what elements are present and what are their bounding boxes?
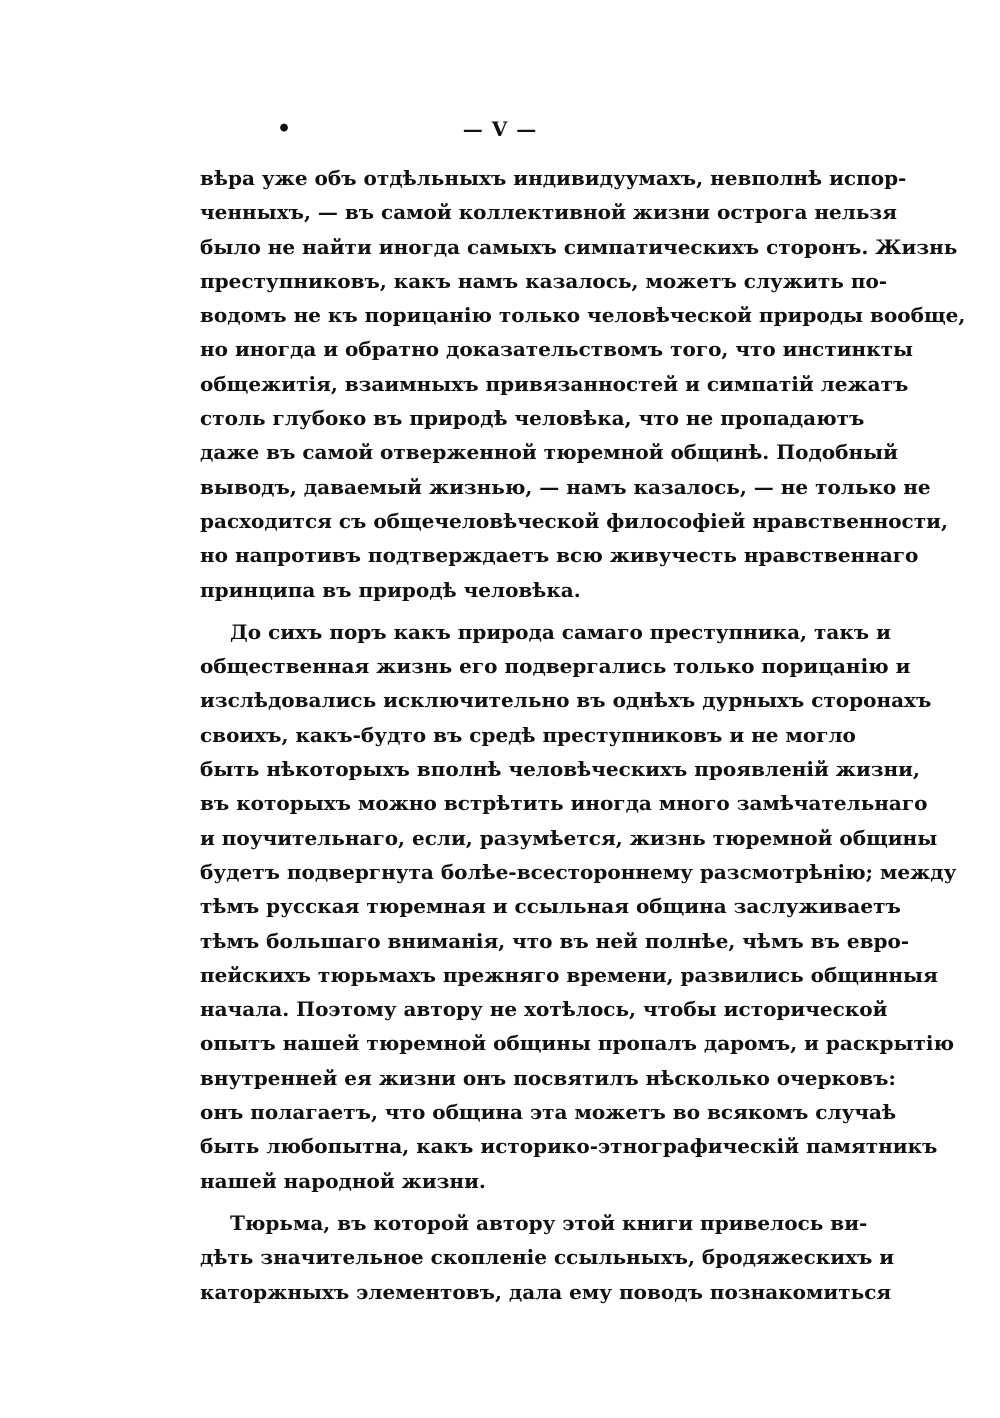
text-line: расходится съ общечеловѣческой философіей нравственности,: [200, 508, 948, 533]
text-line: даже въ самой отверженной тюремной общинѣ. Подобный: [200, 440, 898, 465]
paragraph: [200, 615, 957, 1198]
text-line: тѣмъ большаго вниманія, что въ ней полнѣе, чѣмъ въ евро-: [200, 928, 910, 953]
text-line: тѣмъ русская тюремная и ссыльная община заслуживаетъ: [200, 894, 901, 919]
paragraph-gap: [200, 1198, 840, 1206]
text-line: было не найти иногда самыхъ симпатическихъ сторонъ. Жизнь: [200, 234, 958, 259]
text-line: пейскихъ тюрьмахъ прежняго времени, развились общинныя: [200, 962, 938, 987]
text-line: опытъ нашей тюремной общины пропалъ даромъ, и раскрытію: [200, 1031, 955, 1056]
text-line: выводъ, даваемый жизнью, — намъ казалось, — не только не: [200, 474, 931, 499]
paragraph: [200, 161, 966, 607]
text-line: своихъ, какъ-будто въ средѣ преступниковъ и не могло: [200, 722, 856, 747]
text-line: общежитія, взаимныхъ привязанностей и симпатій лежатъ: [200, 371, 909, 396]
text-line: изслѣдовались исключительно въ однѣхъ дурныхъ сторонахъ: [200, 688, 932, 713]
text-line: Тюрьма, въ которой автору этой книги привелось ви-: [230, 1210, 868, 1235]
text-line: вѣра уже объ отдѣльныхъ индивидуумахъ, невполнѣ испор-: [200, 166, 907, 190]
text-line: но иногда и обратно доказательствомъ того, что инстинкты: [200, 337, 914, 362]
text-line: начала. Поэтому автору не хотѣлось, чтобы исторической: [200, 997, 888, 1022]
text-line: ченныхъ, — въ самой коллективной жизни острога нельзя: [200, 200, 897, 225]
text-line: До сихъ поръ какъ природа самаго преступника, такъ и: [230, 619, 891, 644]
text-line: общественная жизнь его подвергались только порицанію и: [200, 654, 911, 679]
body-text: [200, 161, 966, 1309]
paragraph: [200, 1206, 895, 1309]
page-marker: •: [277, 116, 292, 142]
text-line: водомъ не къ порицанію только человѣческой природы вообще,: [200, 303, 966, 328]
page-number: — V —: [462, 117, 538, 141]
text-line: быть любопытна, какъ историко-этнографическій памятникъ: [200, 1134, 938, 1159]
text-line: и поучительнаго, если, разумѣется, жизнь тюремной общины: [200, 825, 938, 850]
text-line: преступниковъ, какъ намъ казалось, можетъ служить по-: [200, 268, 888, 293]
text-line: каторжныхъ элементовъ, дала ему поводъ познакомиться: [200, 1279, 892, 1304]
text-line: въ которыхъ можно встрѣтить иногда много замѣчательнаго: [200, 791, 928, 816]
text-line: принципа въ природѣ человѣка.: [200, 577, 581, 602]
text-line: столь глубоко въ природѣ человѣка, что не пропадаютъ: [200, 406, 865, 431]
text-line: внутренней ея жизни онъ посвятилъ нѣсколько очерковъ:: [200, 1065, 896, 1090]
text-line: но напротивъ подтверждаетъ всю живучесть нравственнаго: [200, 543, 919, 568]
text-line: онъ полагаетъ, что община эта можетъ во всякомъ случаѣ: [200, 1100, 897, 1125]
text-line: дѣть значительное скопленіе ссыльныхъ, бродяжескихъ и: [200, 1245, 895, 1270]
text-line: быть нѣкоторыхъ вполнѣ человѣческихъ проявленій жизни,: [200, 757, 920, 782]
text-line: нашей народной жизни.: [200, 1168, 486, 1193]
text-line: будетъ подвергнута болѣе-всестороннему разсмотрѣнію; между: [200, 859, 957, 884]
paragraph-gap: [200, 607, 840, 615]
